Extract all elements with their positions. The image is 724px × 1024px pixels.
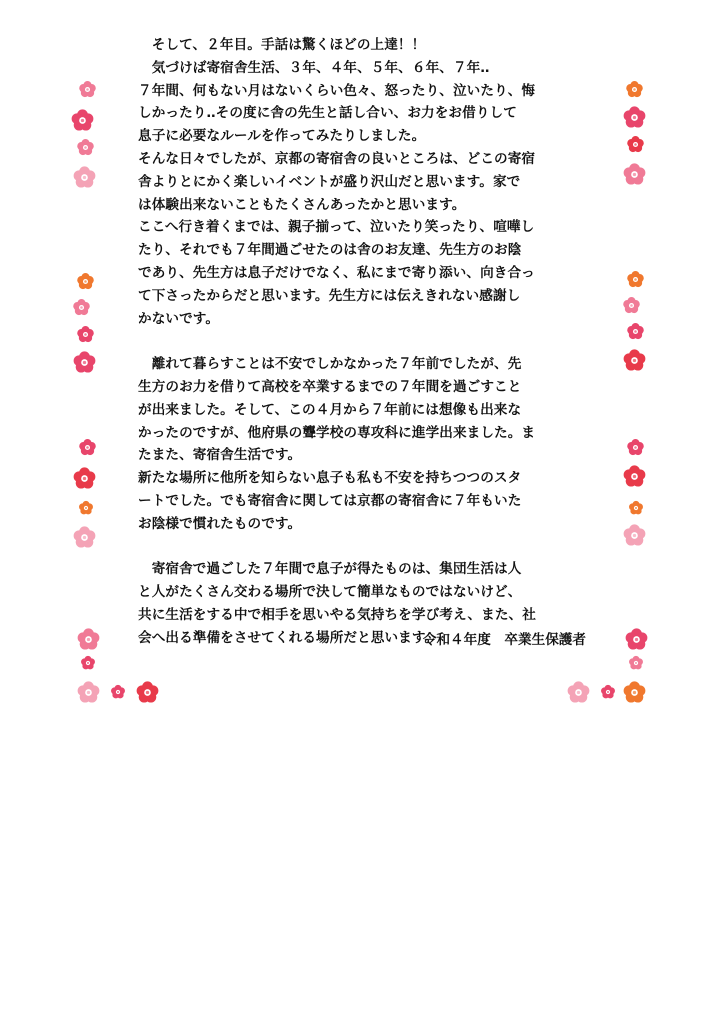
- flower-icon: [78, 80, 97, 99]
- letter-line: 共に生活をする中で相手を思いやる気持ちを学び考え、また、社: [138, 606, 536, 623]
- paragraph-gap: [138, 536, 590, 559]
- flower-icon: [625, 80, 644, 99]
- flower-icon: [622, 296, 641, 315]
- flower-icon: [626, 322, 645, 341]
- flower-icon: [78, 500, 94, 516]
- flower-icon: [78, 438, 97, 457]
- letter-line: 会へ出る準備をさせてくれる場所だと思います。: [138, 629, 439, 646]
- flower-icon: [76, 272, 95, 291]
- flower-icon: [626, 270, 645, 289]
- flower-icon: [76, 325, 95, 344]
- letter-line: は体験出来ないこともたくさんあったかと思います。: [138, 196, 466, 213]
- letter-body: [138, 34, 590, 650]
- flower-icon: [626, 135, 645, 154]
- signature: 令和４年度 卒業生保護者: [422, 632, 586, 648]
- flower-icon: [566, 680, 591, 705]
- letter-line: 生方のお力を借りて高校を卒業するまでの７年間を過ごすこと: [138, 378, 522, 395]
- flower-icon: [622, 464, 647, 489]
- flower-icon: [76, 627, 101, 652]
- flower-icon: [76, 138, 95, 157]
- letter-line: 気づけば寄宿舎生活、３年、４年、５年、６年、７年‥: [138, 59, 490, 76]
- flower-icon: [622, 680, 647, 705]
- letter-line: 新たな場所に他所を知らない息子も私も不安を持ちつつのスタ: [138, 470, 522, 487]
- letter-line: ここへ行き着くまでは、親子揃って、泣いたり笑ったり、喧嘩し: [138, 219, 535, 236]
- letter-line: たり、それでも７年間過ごせたのは舎のお友達、先生方のお陰: [138, 242, 522, 259]
- letter-line: お陰様で慣れたものです。: [138, 515, 302, 532]
- flower-icon: [110, 684, 126, 700]
- letter-line: て下さったからだと思います。先生方には伝えきれない感謝し: [138, 287, 521, 304]
- flower-icon: [76, 680, 101, 705]
- flower-icon: [622, 523, 647, 548]
- letter-line: かったのですが、他府県の聾学校の専攻科に進学出来ました。ま: [138, 424, 536, 441]
- flower-icon: [624, 627, 649, 652]
- flower-icon: [80, 655, 96, 671]
- flower-icon: [72, 298, 91, 317]
- flower-icon: [600, 684, 616, 700]
- letter-line: ートでした。でも寄宿舎に関しては京都の寄宿舎に７年もいた: [138, 492, 522, 509]
- flower-icon: [628, 500, 644, 516]
- letter-line: ７年間、何もない月はないくらい色々、怒ったり、泣いたり、悔: [138, 82, 536, 99]
- letter-line: 寄宿舎で過ごした７年間で息子が得たものは、集団生活は人: [138, 561, 522, 578]
- flower-icon: [135, 680, 160, 705]
- flower-icon: [70, 108, 95, 133]
- letter-line: そして、２年目。手話は驚くほどの上達！！: [138, 37, 426, 53]
- flower-icon: [626, 438, 645, 457]
- flower-icon: [72, 525, 97, 550]
- flower-icon: [72, 466, 97, 491]
- flower-icon: [622, 105, 647, 130]
- letter-line: と人がたくさん交わる場所で決して簡単なものではないけど、: [138, 584, 522, 601]
- letter-line: 離れて暮らすことは不安でしかなかった７年前でしたが、先: [138, 356, 522, 373]
- flower-icon: [622, 348, 647, 373]
- flower-icon: [628, 655, 644, 671]
- flower-icon: [72, 350, 97, 375]
- letter-line: が出来ました。そして、この４月から７年前には想像も出来な: [138, 401, 522, 418]
- letter-line: 舎よりとにかく楽しいイベントが盛り沢山だと思います。家で: [138, 173, 521, 190]
- letter-line: そんな日々でしたが、京都の寄宿舎の良いところは、どこの寄宿: [138, 150, 536, 167]
- letter-line: しかったり‥その度に舎の先生と話し合い、お力をお借りして: [138, 105, 517, 122]
- letter-line: かないです。: [138, 310, 220, 327]
- flower-icon: [622, 162, 647, 187]
- paragraph-gap: [138, 330, 590, 353]
- letter-line: であり、先生方は息子だけでなく、私にまで寄り添い、向き合っ: [138, 264, 535, 281]
- letter-line: たまた、寄宿舎生活です。: [138, 447, 302, 464]
- flower-icon: [72, 165, 97, 190]
- letter-line: 息子に必要なルールを作ってみたりしました。: [138, 128, 426, 145]
